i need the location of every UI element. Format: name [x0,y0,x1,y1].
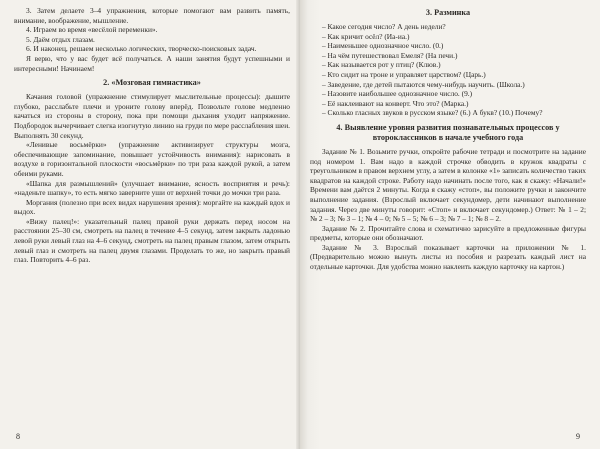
warmup-line: – Какое сегодня число? А день недели? [322,22,446,31]
task-paragraph: Задание № 3. Взрослый показывает карточки на приложении № 1. (Предварительно можно вынуть листы из пособия и разрезать каждый лист на отдельные карточки. Для удобства можно наклеить каждую карточку на картон.) [310,242,586,272]
intro-paragraph: 3. Затем делаете 3–4 упражнения, которые помогают вам развить память, внимание, воображение, мышление. [14,6,290,25]
exercise-paragraph: «Шапка для размышлений» (улучшает внимание, ясность восприятия и речь): «наденьте шапку», то есть мягко заверните уши от верхней точки до мочки три раза. [14,178,290,198]
warmup-line: – Сколько гласных звуков в русском языке? (6.) А букв? (10.) Почему? [322,108,543,118]
warmup-line: – Назовите наибольшее однозначное число. (9.) [322,89,473,99]
exercise-paragraph: «Вижу палец!»: указательный палец правой руки держать перед носом на расстоянии 25–30 см, смотреть на палец в течение 4–5 секунд, затем закрыть ладонью левой руки левый глаз на 4–6 секунд, смотреть на палец правым глазом, затем открыть левый глаз и смотреть на палец двумя глазами. Проделать то же, но закрыть правый глаз. Повторить 4–6 раз. [14,216,290,265]
warmup-line: – Заведение, где детей пытаются чему-нибудь научить. (Школа.) [322,79,525,89]
exercise-paragraph: Качания головой (упражнение стимулирует мыслительные процессы): дышите глубоко, расслабьте плечи и уроните голову вперёд. Позвольте голове медленно качаться из стороны в сторону, пока при помощи дыхания уходит напряжение. Подбородок вычерчивает слегка изогнутую линию на груди по мере расслабления шеи. Выполнять 30 секунд. [14,92,290,140]
task-paragraph: Задание № 1. Возьмите ручки, откройте рабочие тетради и посмотрите на задание под номером 1. Вам надо в каждой строчке обводить в кружок квадраты с треугольником в правом верхнем углу, а затем в колонке «1» записать количество таких квадратов на каждой строке. Работу надо начинать после того, как я скажу: «Начали!» Времени вам даётся 2 минуты. Когда я скажу «стоп», вы положите ручки и закончите выполнение задания. (Взрослый включает секундомер, дети начинают выполнение задания. Через две минуты говорит: «Стоп» и включает секундомер.) Ответ: № 1 – 2; № 2 – 3; № 3 – 1; № 4 – 0; № 5 – 5; № 6 – 3; № 7 – 1; № 8 – 2. [310,146,586,224]
intro-paragraph: Я верю, что у вас будет всё получаться. А наши занятия будут успешными и интересными! Начинаем! [14,53,290,73]
intro-paragraph: 4. Играем во время «весёлой переменки». [26,25,158,35]
page-number-right: 9 [576,432,580,441]
intro-paragraph: 5. Даём отдых глазам. [26,34,95,44]
warmup-line: – Наименьшее однозначное число. (0.) [322,41,444,51]
right-page [300,0,600,449]
section-heading-cognitive-level: 4. Выявление уровня развития познавательных процессов у второклассников в начале учебного года [336,122,560,142]
section-heading-brain-gym: 2. «Мозговая гимнастика» [103,78,201,88]
intro-paragraph: 6. И наконец, решаем несколько логических, творческо-поисковых задач. [26,44,257,54]
task-paragraph: Задание № 2. Прочитайте слова и схематично зарисуйте в предложенные фигуры предметы, которые они обозначают. [310,223,586,243]
warmup-line: – Как называется рот у птиц? (Клюв.) [322,60,441,70]
section-heading-warmup: 3. Разминка [425,8,471,17]
warmup-line: – Кто сидит на троне и управляет царством? (Царь.) [322,69,486,79]
warmup-line: – Как кричит осёл? (Иа-иа.) [322,31,410,41]
warmup-line: – Её наклеивают на конверт. Что это? (Марка.) [322,98,469,108]
warmup-line: – На чём путешествовал Емеля? (На печи.) [322,50,458,60]
exercise-paragraph: «Ленивые восьмёрки» (упражнение активизирует структуры мозга, обеспечивающие запоминание, повышает устойчивость внимания): нарисовать в воздухе в горизонтальной плоскости «восьмёрки» по три раза каждой рукой, а затем обеими руками. [14,140,290,178]
page-number-left: 8 [16,432,20,441]
exercise-paragraph: Моргания (полезно при всех видах нарушения зрения): моргайте на каждый вдох и выдох. [14,197,290,217]
